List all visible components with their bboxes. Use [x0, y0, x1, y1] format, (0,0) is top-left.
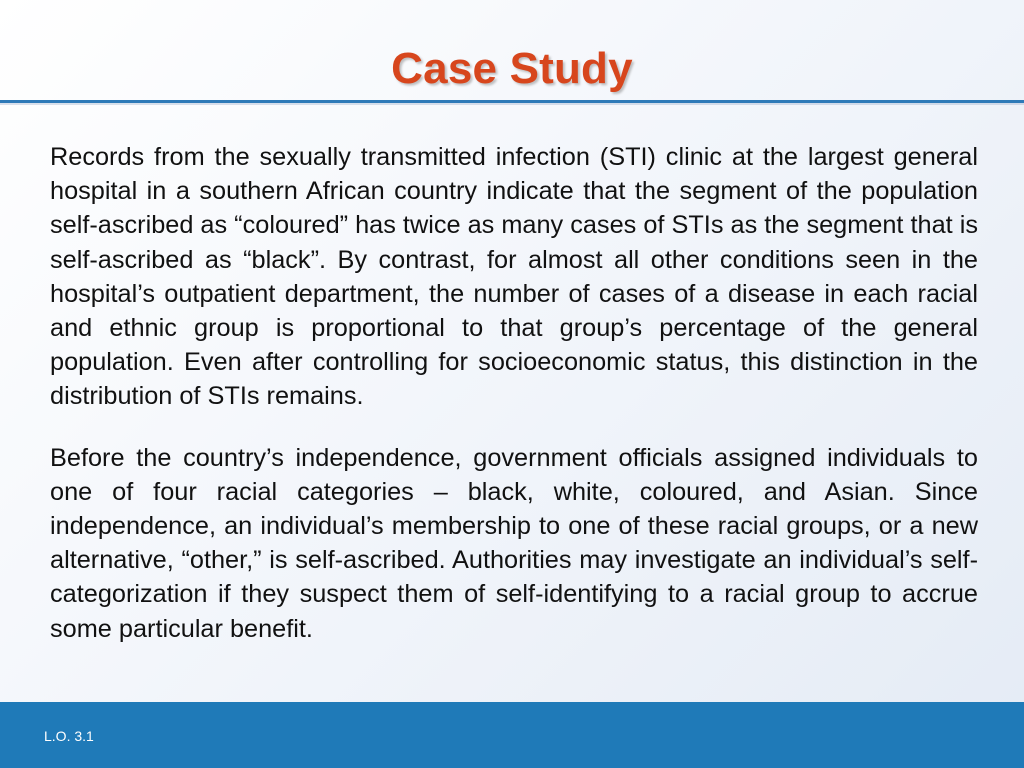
slide-body [50, 140, 978, 673]
footer-bar [0, 702, 1024, 768]
paragraph-1: Records from the sexually transmitted infection (STI) clinic at the largest general hospital in a southern African country indicate that the segment of the population self-ascribed as “coloured” has twice as many cases of STIs as the segment that is self-ascribed as “black”. By contrast, for almost all other conditions seen in the hospital’s outpatient department, the number of cases of a disease in each racial and ethnic group is proportional to that group’s percentage of the general population. Even after controlling for socioeconomic status, this distinction in the distribution of STIs remains. [50, 143, 978, 411]
title-divider-shadow [0, 103, 1024, 105]
slide-title: Case Study [391, 44, 633, 93]
learning-objective-label: L.O. 3.1 [44, 728, 94, 744]
paragraph-2: Before the country’s independence, government officials assigned individuals to one of four racial categories – black, white, coloured, and Asian. Since independence, an individual’s membership to one of these racial groups, or a new alternative, “other,” is self-ascribed. Authorities may investigate an individual’s self-categorization if they suspect them of self-identifying to a racial group to accrue some particular benefit. [50, 443, 978, 643]
